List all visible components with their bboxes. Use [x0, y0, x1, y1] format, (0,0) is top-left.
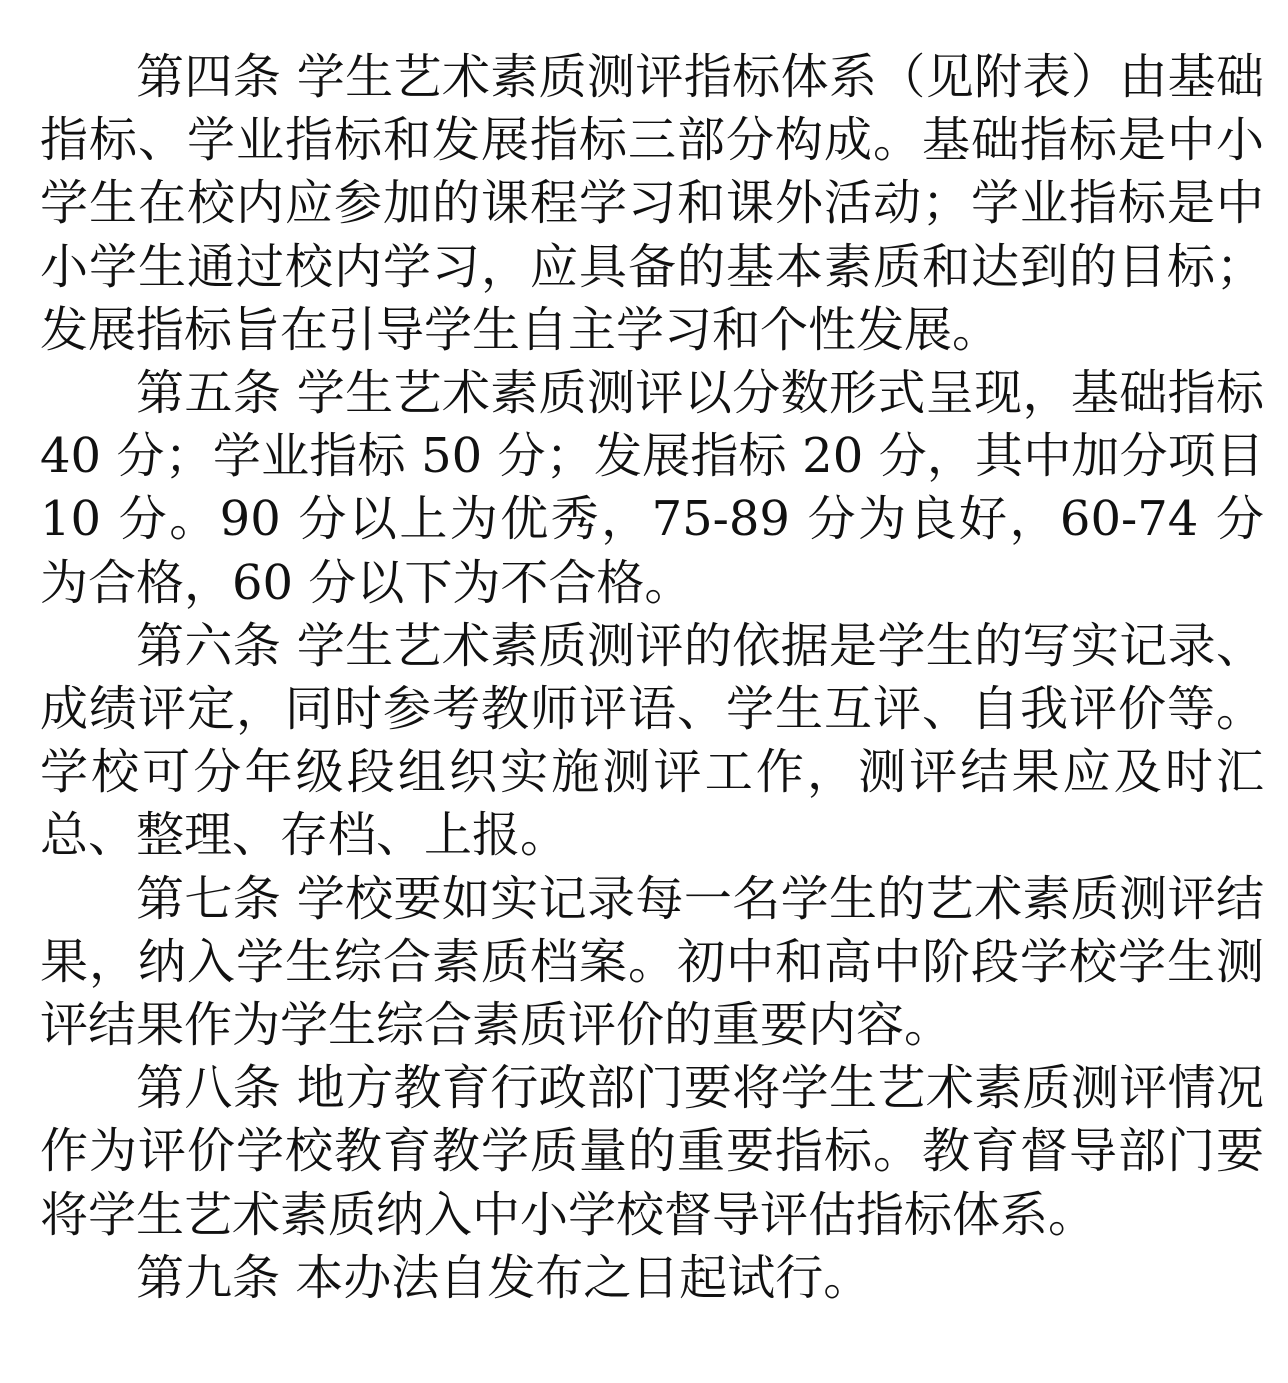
article-9-paragraph: 第九条 本办法自发布之日起试行。 [136, 1249, 872, 1306]
article-4-paragraph: 第四条 学生艺术素质测评指标体系（见附表）由基础指标、学业指标和发展指标三部分构成。基础指标是中小学生在校内应参加的课程学习和课外活动；学业指标是中小学生通过校内学习，应具备的基本素质和达到的目标；发展指标旨在引导学生自主学习和个性发展。 [40, 49, 1264, 358]
article-8-paragraph: 第八条 地方教育行政部门要将学生艺术素质测评情况作为评价学校教育教学质量的重要指标。教育督导部门要将学生艺术素质纳入中小学校督导评估指标体系。 [40, 1060, 1264, 1243]
article-5-paragraph: 第五条 学生艺术素质测评以分数形式呈现，基础指标 40 分；学业指标 50 分；发展指标 20 分，其中加分项目 10 分。90 分以上为优秀，75-89 分为良好，60-74 分为合格，60 分以下为不合格。 [40, 365, 1264, 611]
article-7-paragraph: 第七条 学校要如实记录每一名学生的艺术素质测评结果，纳入学生综合素质档案。初中和高中阶段学校学生测评结果作为学生综合素质评价的重要内容。 [40, 870, 1264, 1054]
article-6-paragraph: 第六条 学生艺术素质测评的依据是学生的写实记录、成绩评定，同时参考教师评语、学生互评、自我评价等。学校可分年级段组织实施测评工作，测评结果应及时汇总、整理、存档、上报。 [40, 617, 1264, 864]
